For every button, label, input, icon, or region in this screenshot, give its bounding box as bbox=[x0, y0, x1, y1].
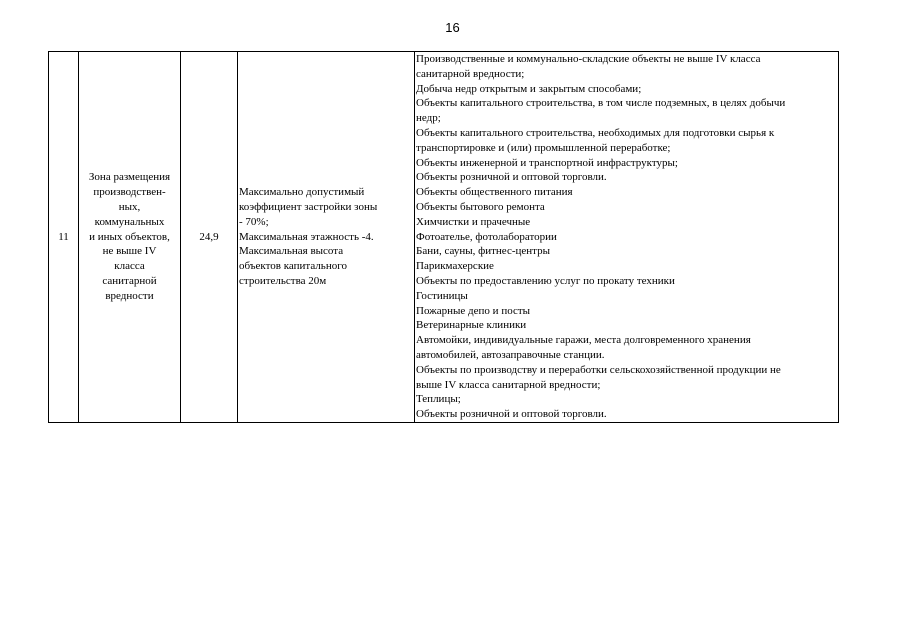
permitted-use-line: Парикмахерские bbox=[416, 260, 494, 273]
permitted-use-line: выше IV класса санитарной вредности; bbox=[416, 378, 601, 391]
zone-name-line: производствен- bbox=[93, 186, 166, 199]
zone-name-line: санитарной bbox=[102, 274, 157, 287]
table-row bbox=[49, 52, 839, 423]
permitted-use-line: Объекты по производству и переработки сельскохозяйственной продукции не bbox=[416, 363, 781, 376]
zone-area-cell: 24,9 bbox=[181, 52, 238, 423]
permitted-use-line: Теплицы; bbox=[416, 393, 461, 406]
permitted-use-line: Производственные и коммунально-складские объекты не выше IV класса bbox=[416, 53, 761, 65]
permitted-use-line: Объекты капитального строительства, в том числе подземных, в целях добычи bbox=[416, 97, 786, 110]
zone-name-line: коммунальных bbox=[94, 215, 165, 228]
permitted-use-line: Автомойки, индивидуальные гаражи, места долговременного хранения bbox=[416, 334, 751, 347]
permitted-use-line: санитарной вредности; bbox=[416, 67, 525, 80]
parameter-line: Максимальная этажность -4. bbox=[239, 230, 374, 243]
zone-name-cell bbox=[79, 52, 181, 423]
permitted-use-line: Объекты инженерной и транспортной инфраструктуры; bbox=[416, 156, 678, 169]
zone-name-line: Зона размещения bbox=[88, 171, 171, 184]
zone-name-line: класса bbox=[114, 260, 145, 273]
permitted-use-line: Фотоателье, фотолаборатории bbox=[416, 230, 557, 243]
permitted-use-line: Объекты розничной и оптовой торговли. bbox=[416, 408, 607, 421]
permitted-use-line: Объекты по предоставлению услуг по прокату техники bbox=[416, 274, 675, 287]
permitted-use-line: Объекты бытового ремонта bbox=[416, 200, 545, 213]
permitted-use-line: Бани, сауны, фитнес-центры bbox=[416, 245, 550, 258]
permitted-use-line: Пожарные депо и посты bbox=[416, 304, 531, 317]
parameter-line: - 70%; bbox=[239, 215, 269, 228]
zone-name-line: ных, bbox=[118, 200, 141, 213]
zone-name-line: и иных объектов, bbox=[89, 230, 170, 243]
permitted-use-line: Объекты розничной и оптовой торговли. bbox=[416, 171, 607, 184]
permitted-use-line: Ветеринарные клиники bbox=[416, 319, 527, 332]
permitted-uses-cell bbox=[415, 52, 839, 423]
zone-parameters-cell bbox=[238, 52, 415, 423]
row-number-cell: 11 bbox=[49, 52, 79, 423]
permitted-use-line: Объекты общественного питания bbox=[416, 186, 573, 199]
zoning-table bbox=[48, 51, 839, 423]
permitted-use-line: автомобилей, автозаправочные станции. bbox=[416, 348, 605, 361]
permitted-use-line: Гостиницы bbox=[416, 289, 468, 302]
zone-name-line: не выше IV bbox=[102, 245, 157, 258]
parameter-line: Максимально допустимый bbox=[239, 186, 365, 199]
permitted-use-line: Добыча недр открытым и закрытым способами; bbox=[416, 82, 642, 95]
permitted-use-line: Химчистки и прачечные bbox=[416, 215, 531, 228]
page-number: 16 bbox=[445, 20, 460, 35]
zone-name-line: вредности bbox=[105, 289, 154, 302]
permitted-use-line: недр; bbox=[416, 112, 441, 125]
parameter-line: объектов капитального bbox=[239, 260, 347, 273]
permitted-use-line: Объекты капитального строительства, необходимых для подготовки сырья к bbox=[416, 126, 775, 139]
permitted-use-line: транспортировке и (или) промышленной переработке; bbox=[416, 141, 671, 154]
parameter-line: строительства 20м bbox=[239, 274, 327, 287]
parameter-line: коэффициент застройки зоны bbox=[239, 200, 378, 213]
parameter-line: Максимальная высота bbox=[239, 245, 344, 258]
